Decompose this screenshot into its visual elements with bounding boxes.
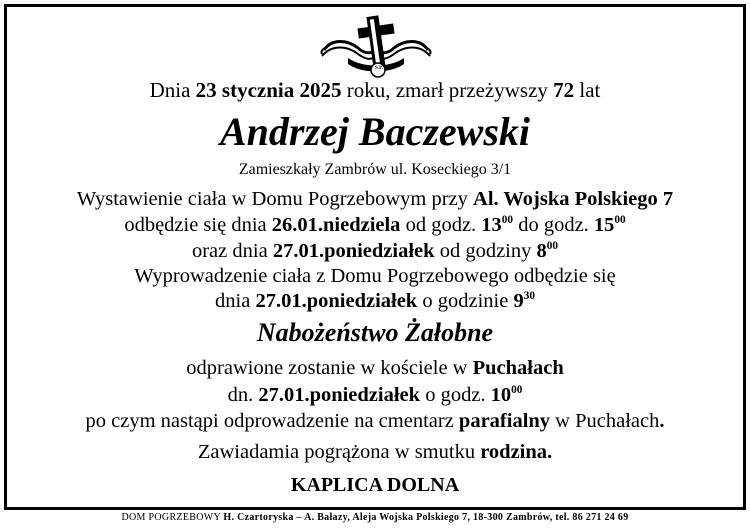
- viewing-to-minute: 00: [614, 214, 626, 227]
- departure-hour: 9: [513, 290, 524, 312]
- service-date-prefix: dn.: [227, 384, 259, 406]
- service-line-2: [0, 384, 750, 407]
- service-hour-label: o godz.: [420, 384, 491, 406]
- viewing-line-1: [0, 188, 750, 211]
- cemetery-text: po czym nastąpi odprowadzenie na cmentarz: [85, 410, 459, 432]
- address: Zamieszkały Zambrów ul. Koseckiego 3/1: [238, 161, 512, 178]
- family-text: Zawiadamia pogrążona w smutku: [197, 441, 481, 463]
- deceased-name: Andrzej Baczewski: [219, 109, 531, 154]
- viewing-also-label: oraz dnia: [191, 240, 273, 262]
- service-title: Nabożeństwo Żałobne: [256, 318, 494, 347]
- viewing-day-2-minute: 00: [546, 240, 558, 253]
- departure-minute: 30: [523, 290, 535, 303]
- funeral-home-footer: [0, 512, 750, 523]
- family-word: rodzina.: [480, 441, 553, 463]
- viewing-text: Wystawienie ciała w Domu Pogrzebowym przy: [76, 188, 474, 210]
- viewing-to-hour: 15: [593, 214, 615, 236]
- viewing-line-2: [0, 214, 750, 237]
- age: 72: [553, 78, 575, 102]
- family-notice: [0, 441, 750, 464]
- service-day: 27.01.poniedziałek: [258, 384, 421, 406]
- service-place: Puchałach: [472, 357, 564, 379]
- viewing-day-2-hour: 8: [536, 240, 547, 262]
- viewing-from-minute: 00: [501, 214, 514, 227]
- footer-label: DOM POGRZEBOWY: [121, 512, 224, 523]
- viewing-day-2: 27.01.poniedziałek: [272, 240, 435, 262]
- footer-details: H. Czartoryska – A. Bałazy, Aleja Wojska Polskiego 7, 18-300 Zambrów, tel. 86 271 24 69: [223, 512, 629, 523]
- viewing-from-label: od godz.: [400, 214, 482, 236]
- departure-line: Wyprowadzenie ciała z Domu Pogrzebowego odbędzie się: [134, 265, 616, 287]
- viewing-line-3: [0, 240, 750, 263]
- service-hour: 10: [490, 384, 512, 406]
- service-minute: 00: [511, 384, 523, 397]
- intro-middle: roku, zmarł przeżywszy: [341, 78, 554, 102]
- cemetery-period: .: [659, 410, 665, 432]
- cemetery-place: w Puchałach: [550, 410, 660, 432]
- service-line-3: [0, 410, 750, 433]
- service-church-text: odprawione zostanie w kościele w: [186, 357, 473, 379]
- intro-suffix: lat: [574, 78, 601, 102]
- viewing-address: Al. Wojska Polskiego 7: [473, 188, 674, 210]
- viewing-day-1: 26.01.niedziela: [271, 214, 401, 236]
- viewing-from-hour: 13: [481, 214, 502, 236]
- viewing-hour-label: od godziny: [434, 240, 537, 262]
- chapel-name: KAPLICA DOLNA: [290, 474, 460, 496]
- departure-hour-label: o godzinie: [417, 290, 514, 312]
- departure-time-line: [0, 290, 750, 313]
- intro-prefix: Dnia: [149, 78, 196, 102]
- emblem-initials: S.P.: [375, 66, 383, 71]
- cemetery-type: parafialny: [458, 410, 551, 432]
- departure-date-prefix: dnia: [215, 290, 256, 312]
- death-announcement: [0, 78, 750, 103]
- departure-day: 27.01.poniedziałek: [255, 290, 418, 312]
- service-line-1: [0, 357, 750, 380]
- death-date: 23 stycznia 2025: [195, 78, 342, 102]
- viewing-to-label: do godz.: [513, 214, 594, 236]
- viewing-date-prefix: odbędzie się dnia: [124, 214, 272, 236]
